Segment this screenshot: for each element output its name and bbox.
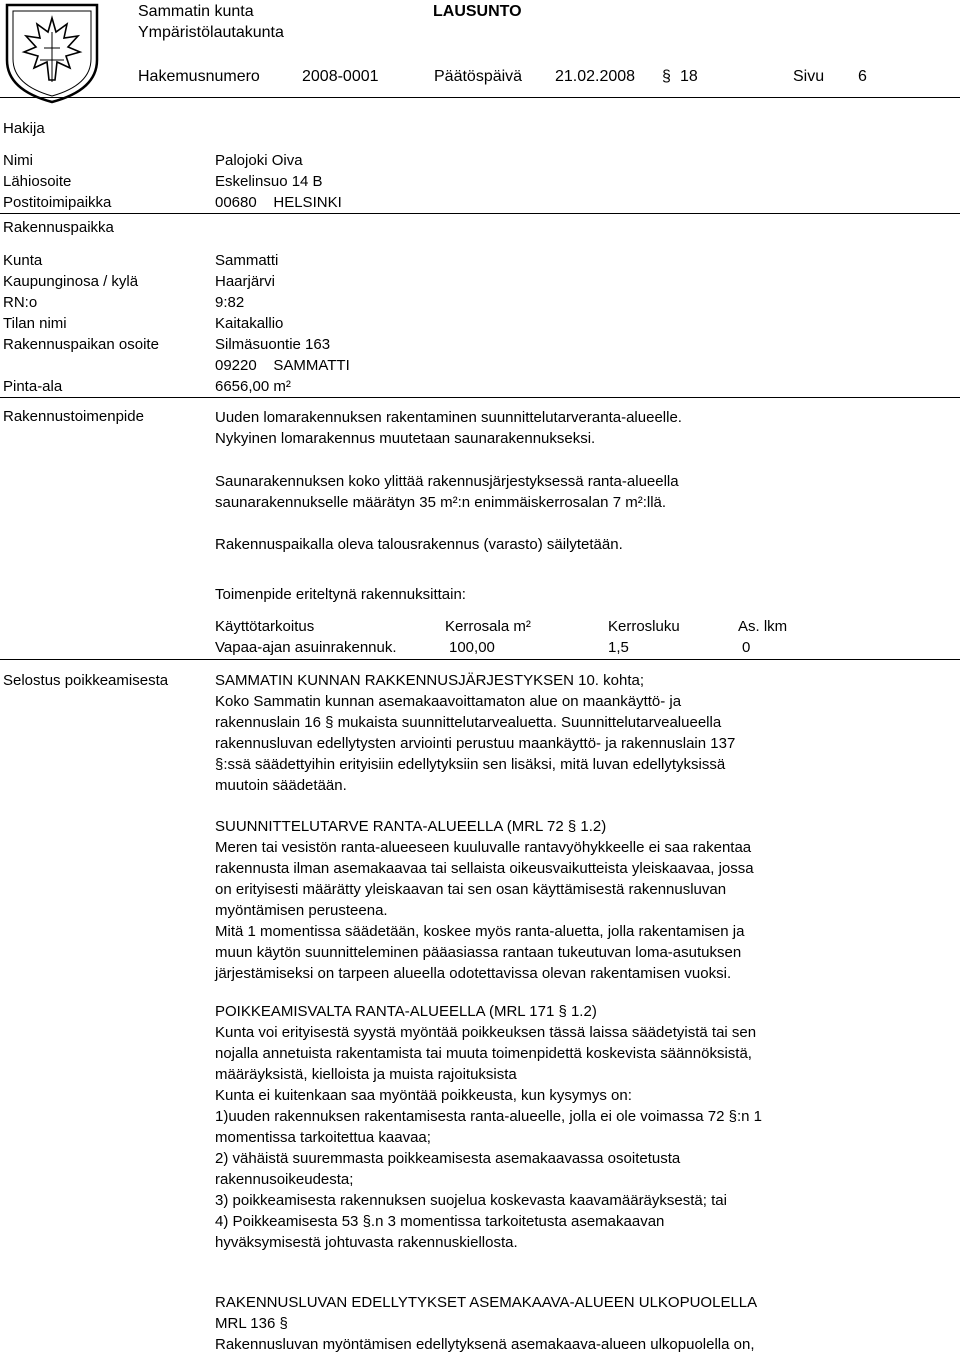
header-divider [0,97,960,98]
text-line: on erityisesti määrätty yleiskaavan tai sen osan käyttämisestä rakennusluvan [215,881,727,898]
text-line: Toimenpide eriteltynä rakennuksittain: [215,586,466,603]
applicant-address-value: Eskelinsuo 14 B [215,173,323,190]
exception-block-2 [215,816,754,984]
site-area-label: Pinta-ala [3,378,63,395]
operation-paragraph-2 [215,471,679,513]
text-line: saunarakennukselle määrätyn 35 m²:n enimmäiskerrosalan 7 m²:llä. [215,494,667,511]
applicant-postal-value: 00680 HELSINKI [215,194,342,211]
text-line: rakennusluvan edellytysten arviointi perustuu maankäyttö- ja rakennuslain 137 [215,735,736,752]
text-line: Mitä 1 momentissa säädetään, koskee myös ranta-aluetta, jolla rakentamisen ja [215,923,745,940]
text-line: muun käytön suunnitteleminen pääasiassa rantaan tukeutuvan loma-asutuksen [215,944,742,961]
text-line: SAMMATIN KUNNAN RAKKENNUSJÄRJESTYKSEN 10. kohta; [215,672,644,689]
text-line: Nykyinen lomarakennus muutetaan saunarakennukseksi. [215,430,596,447]
page-label: Sivu [793,68,825,85]
exception-label: Selostus poikkeamisesta [3,672,169,689]
text-line: Meren tai vesistön ranta-alueeseen kuuluvalle rantavyöhykkeelle ei saa rakentaa [215,839,752,856]
applicant-postal-label: Postitoimipaikka [3,194,112,211]
text-line: POIKKEAMISVALTA RANTA-ALUEELLA (MRL 171 § 1.2) [215,1003,597,1020]
text-line: Saunarakennuksen koko ylittää rakennusjärjestyksessä ranta-alueella [215,473,679,490]
site-municipality-value: Sammatti [215,252,279,269]
text-line: rakennusta ilman asemakaavaa tai sellaista oikeusvaikutteista yleiskaavaa, jossa [215,860,754,877]
text-line: 3) poikkeamisesta rakennuksen suojelua koskevasta kaavamääräyksestä; tai [215,1192,727,1209]
text-line: 1)uuden rakennuksen rakentamisesta ranta-alueelle, jolla ei ole voimassa 72 §:n 1 [215,1108,762,1125]
operation-paragraph-3 [215,534,623,555]
text-line: SUUNNITTELUTARVE RANTA-ALUEELLA (MRL 72 § 1.2) [215,818,607,835]
text-line: hyväksymisestä johtuvasta rakennuskiellosta. [215,1234,518,1251]
site-rn-value: 9:82 [215,294,245,311]
applicant-name-label: Nimi [3,152,33,169]
text-line: Rakennusluvan myöntämisen edellytyksenä asemakaava-alueen ulkopuolella on, [215,1336,755,1353]
text-line: RAKENNUSLUVAN EDELLYTYKSET ASEMAKAAVA-ALUEEN ULKOPUOLELLA [215,1294,758,1311]
text-line: nojalla annetuista rakentamista tai muuta toimenpidettä koskevista säännöksistä, [215,1045,752,1062]
table-intro [215,584,466,605]
application-number-value: 2008-0001 [302,68,379,85]
applicant-name-value: Palojoki Oiva [215,152,303,169]
site-address-value: Silmäsuontie 163 [215,336,331,353]
applicant-divider [0,213,960,214]
text-line: rakennuslain 16 § mukaista suunnittelutarvealuetta. Suunnittelutarvealueella [215,714,722,731]
text-line: Kunta voi erityisestä syystä myöntää poikkeuksen tässä laissa säädetyistä tai sen [215,1024,757,1041]
site-estate-label: Tilan nimi [3,315,67,332]
text-line: rakennusoikeudesta; [215,1171,354,1188]
text-line: myöntämisen perusteena. [215,902,388,919]
organization-name: Sammatin kunta [138,3,254,20]
table-header-floor-area: Kerrosala m² [445,618,531,635]
table-cell-floors: 1,5 [608,639,629,656]
text-line: §:ssä säädettyihin erityisiin edellytyksiin sen lisäksi, mitä luvan edellytyksissä [215,756,726,773]
section-number: 18 [680,68,698,85]
text-line: Uuden lomarakennuksen rakentaminen suunnittelutarveranta-alueelle. [215,409,682,426]
table-cell-floor-area: 100,00 [449,639,495,656]
site-divider [0,397,960,398]
exception-block-1 [215,670,735,796]
text-line: Kunta ei kuitenkaan saa myöntää poikkeusta, kun kysymys on: [215,1087,632,1104]
exception-block-4 [215,1292,757,1355]
site-area-value: 6656,00 m² [215,378,291,395]
table-header-dwellings: As. lkm [738,618,788,635]
page-number: 6 [858,68,867,85]
applicant-heading: Hakija [3,120,45,137]
text-line: määräyksistä, kielloista ja muista rajoituksista [215,1066,517,1083]
text-line: 2) vähäistä suuremmasta poikkeamisesta asemakaavassa osoitetusta [215,1150,681,1167]
site-postal-value: 09220 SAMMATTI [215,357,350,374]
organization-unit: Ympäristölautakunta [138,24,284,41]
text-line: momentissa tarkoitettua kaavaa; [215,1129,431,1146]
operation-paragraph-1 [215,407,682,449]
site-estate-value: Kaitakallio [215,315,284,332]
text-line: Rakennuspaikalla oleva talousrakennus (varasto) säilytetään. [215,536,623,553]
operation-label: Rakennustoimenpide [3,408,144,425]
site-municipality-label: Kunta [3,252,43,269]
exception-block-3 [215,1001,762,1253]
table-header-use: Käyttötarkoitus [215,618,315,635]
operation-divider [0,659,960,660]
section-sign-icon: § [662,68,671,85]
applicant-address-label: Lähiosoite [3,173,72,190]
decision-date-value: 21.02.2008 [555,68,636,85]
text-line: MRL 136 § [215,1315,288,1332]
site-village-value: Haarjärvi [215,273,276,290]
site-heading: Rakennuspaikka [3,219,114,236]
site-village-label: Kaupunginosa / kylä [3,273,139,290]
site-address-label: Rakennuspaikan osoite [3,336,159,353]
application-number-label: Hakemusnumero [138,68,260,85]
decision-date-label: Päätöspäivä [434,68,523,85]
table-cell-dwellings: 0 [742,639,751,656]
table-header-floors: Kerrosluku [608,618,680,635]
document-type: LAUSUNTO [433,3,522,20]
text-line: muutoin säädetään. [215,777,347,794]
site-rn-label: RN:o [3,294,38,311]
municipal-coat-of-arms-icon [4,2,100,105]
text-line: Koko Sammatin kunnan asemakaavoittamaton alue on maankäyttö- ja [215,693,682,710]
table-cell-use: Vapaa-ajan asuinrakennuk. [215,639,397,656]
text-line: 4) Poikkeamisesta 53 §.n 3 momentissa tarkoitetusta asemakaavan [215,1213,665,1230]
text-line: järjestämiseksi on tarpeen alueella odotettavissa olevan rakentamisen vuoksi. [215,965,732,982]
